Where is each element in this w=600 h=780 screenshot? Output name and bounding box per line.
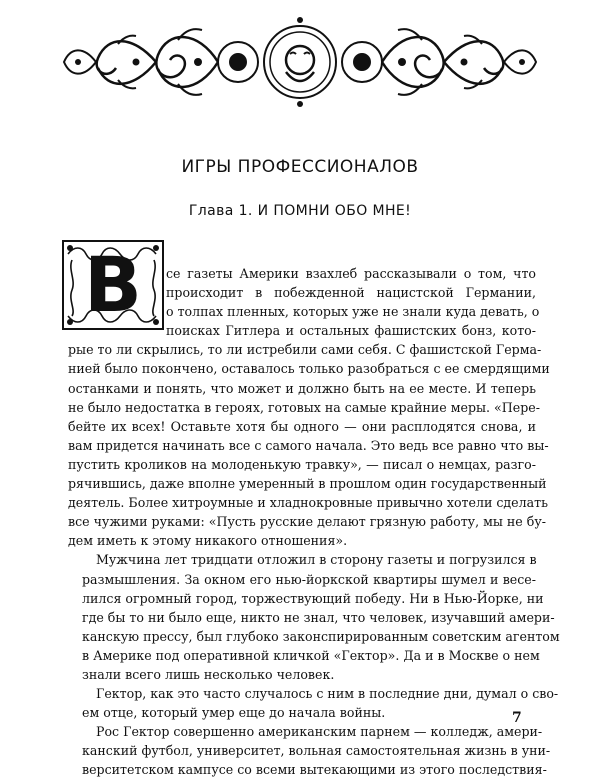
text-line: се газеты Америки взахлеб рассказывали о том, что <box>166 266 536 281</box>
text-line: останками и понять, что может и должно быть на ее месте. И теперь <box>68 380 536 396</box>
chapter-title: Глава 1. И ПОМНИ ОБО МНЕ! <box>188 203 412 219</box>
text-line: в Америке под оперативной кличкой «Гектор». Да и в Москве о нем <box>82 647 540 663</box>
drop-cap-letter: В <box>84 240 142 329</box>
text-line: дем иметь к этому никакого отношения». <box>68 533 348 549</box>
text-line: деятель. Более хитроумные и хладнокровные привычно хотели сделать <box>68 495 548 511</box>
text-line: не было недостатка в героях, готовых на самые крайние меры. «Пере- <box>68 399 540 415</box>
text-line: лился огромный город, торжествующий победу. Ни в Нью-Йорке, ни <box>82 590 544 606</box>
text-line: знали всего лишь несколько человек. <box>82 666 335 682</box>
section-title: ИГРЫ ПРОФЕССИОНАЛОВ <box>181 157 419 177</box>
text-line: бейте их всех! Оставьте хотя бы одного — они расплодятся снова, и <box>68 418 536 434</box>
text-line: происходит в побежденной нацистской Германии, <box>166 285 536 301</box>
text-line: где бы то ни было еще, никто не знал, что человек, изучавший амери- <box>82 609 555 625</box>
text-line: верситетском кампусе со всеми вытекающими из этого последствия- <box>82 762 547 778</box>
paragraph-2 <box>68 550 560 684</box>
text-line: Рос Гектор совершенно американским парнем — колледж, амери- <box>96 724 543 740</box>
text-line: рые то ли скрылись, то ли истребили сами себя. С фашистской Герма- <box>68 342 542 358</box>
paragraph-4 <box>68 722 551 779</box>
text-line: канскую прессу, был глубоко законспирированным советским агентом <box>82 628 560 644</box>
text-line: нией было покончено, оставалось только разобраться с ее смердящими <box>68 361 550 377</box>
text-line: канский футбол, университет, вольная самостоятельная жизнь в уни- <box>82 743 551 759</box>
text-line: Мужчина лет тридцати отложил в сторону газеты и погрузился в <box>96 552 537 568</box>
page-number: 7 <box>512 710 522 726</box>
text-line: ем отце, который умер еще до начала войны. <box>82 705 386 721</box>
text-line: поисках Гитлера и остальных фашистских бонз, кото- <box>166 323 536 339</box>
chapter-body <box>68 264 560 780</box>
text-line: рячившись, даже вполне умеренный в прошлом один государственный <box>68 476 547 492</box>
paragraph-3 <box>68 684 559 726</box>
text-line: все чужими руками: «Пусть русские делают грязную работу, мы не бу- <box>68 514 547 530</box>
header-ornament <box>58 10 542 114</box>
text-line: пустить кроликов на молоденькую травку», — писал о немцах, разго- <box>68 456 536 472</box>
text-line: размышления. За окном его нью-йоркской квартиры шумел и весе- <box>82 571 536 587</box>
text-line: о толпах пленных, которых уже не знали куда девать, о <box>166 304 540 320</box>
text-line: вам придется начинать все с самого начала. Это ведь все равно что вы- <box>68 437 549 453</box>
text-line: Гектор, как это часто случалось с ним в последние дни, думал о сво- <box>96 686 559 702</box>
paragraph-1 <box>68 264 550 550</box>
